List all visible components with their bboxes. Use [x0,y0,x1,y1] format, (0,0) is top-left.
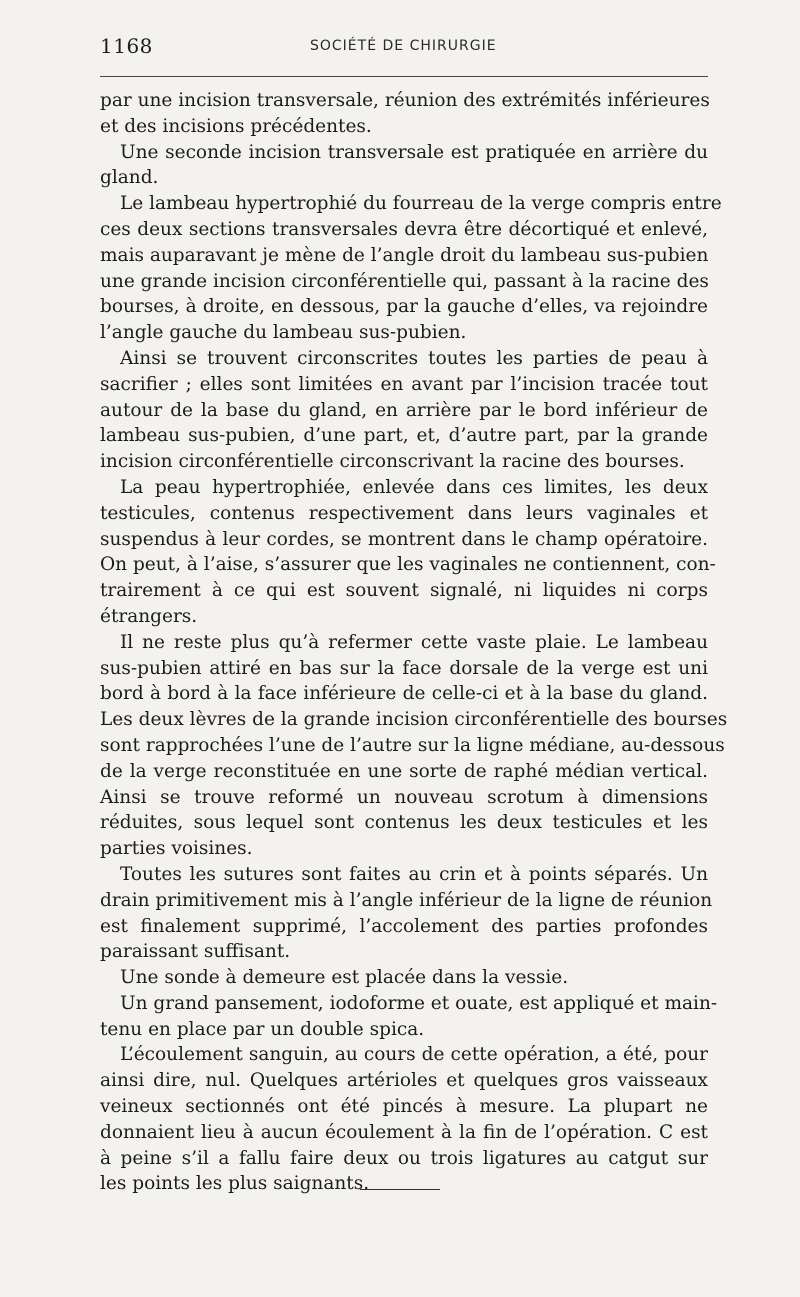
paragraph [100,965,708,991]
text-line: une grande incision circonférentielle qui, passant à la racine des [100,270,709,292]
text-line: sacrifier ; elles sont limitées en avant par l’incision tracée tout [100,373,708,395]
text-line: Le lambeau hypertrophié du fourreau de la verge compris entre [120,193,722,215]
text-line: trairement à ce qui est souvent signalé, ni liquides ni corps [100,580,708,602]
text-line: de la verge reconstituée en une sorte de raphé médian vertical. [100,760,708,782]
text-line: étrangers. [100,605,198,627]
text-line: bord à bord à la face inférieure de celle-ci et à la base du gland. [100,683,708,705]
text-line: Les deux lèvres de la grande incision circonférentielle des bourses [100,709,728,731]
text-line: l’angle gauche du lambeau sus-pubien. [100,322,467,344]
text-line: Une sonde à demeure est placée dans la vessie. [120,967,569,989]
text-line: les points les plus saignants. [100,1173,370,1195]
body-text [100,88,728,1197]
text-line: est finalement supprimé, l’accolement des parties profondes [100,915,708,937]
text-line: autour de la base du gland, en arrière par le bord inférieur de [100,399,708,421]
text-line: L’écoulement sanguin, au cours de cette opération, a été, pour [120,1044,708,1066]
text-line: On peut, à l’aise, s’assurer que les vaginales ne contiennent, con- [100,554,716,576]
text-line: réduites, sous lequel sont contenus les deux testicules et les [100,812,708,834]
paragraph [100,862,713,965]
text-line: lambeau sus-pubien, d’une part, et, d’autre part, par la grande [100,425,708,447]
text-line: et des incisions précédentes. [100,115,372,137]
paragraph [100,88,708,140]
text-line: par une incision transversale, réunion des extrémités inférieures [100,90,710,111]
text-line: sont rapprochées l’une de l’autre sur la ligne médiane, au-dessous [100,734,725,756]
paragraph [100,630,728,862]
paragraph [100,346,708,475]
text-line: testicules, contenus respectivement dans leurs vaginales et [100,502,708,524]
text-line: Il ne reste plus qu’à refermer cette vaste plaie. Le lambeau [120,631,708,653]
text-line: à peine s’il a fallu faire deux ou trois ligatures au catgut sur [100,1147,708,1169]
text-line: drain primitivement mis à l’angle inférieur de la ligne de réunion [100,889,713,911]
text-line: paraissant suffisant. [100,941,291,963]
page-number: 1168 [100,34,153,58]
text-line: Toutes les sutures sont faites au crin et à points séparés. Un [120,863,708,885]
running-head: SOCIÉTÉ DE CHIRURGIE [310,38,497,54]
text-line: La peau hypertrophiée, enlevée dans ces limites, les deux [120,476,708,498]
text-line: tenu en place par un double spica. [100,1018,425,1040]
paragraph [100,1042,708,1197]
paragraph [100,475,716,630]
text-line: ainsi dire, nul. Quelques artérioles et quelques gros vaisseaux [100,1070,708,1092]
text-line: donnaient lieu à aucun écoulement à la fin de l’opération. C est [100,1121,708,1143]
text-line: ces deux sections transversales devra être décortiqué et enlevé, [100,218,708,240]
text-line: suspendus à leur cordes, se montrent dans le champ opératoire. [100,528,708,550]
text-line: sus-pubien attiré en bas sur la face dorsale de la verge est uni [100,657,708,679]
paragraph [100,140,708,192]
end-rule [360,1189,440,1190]
text-line: Une seconde incision transversale est pratiquée en arrière du [120,141,708,163]
text-line: incision circonférentielle circonscrivant la racine des bourses. [100,451,685,473]
text-line: Ainsi se trouve reformé un nouveau scrotum à dimensions [100,786,708,808]
text-line: bourses, à droite, en dessous, par la gauche d’elles, va rejoindre [100,296,708,318]
paragraph [100,991,718,1043]
text-line: Un grand pansement, iodoforme et ouate, est appliqué et main- [120,992,718,1014]
text-line: gland. [100,167,159,189]
text-line: Ainsi se trouvent circonscrites toutes les parties de peau à [120,347,708,369]
text-line: mais auparavant je mène de l’angle droit du lambeau sus-pubien [100,244,709,266]
text-line: veineux sectionnés ont été pincés à mesure. La plupart ne [100,1096,708,1118]
paragraph [100,191,722,346]
header-rule [100,76,708,77]
text-line: parties voisines. [100,838,253,860]
